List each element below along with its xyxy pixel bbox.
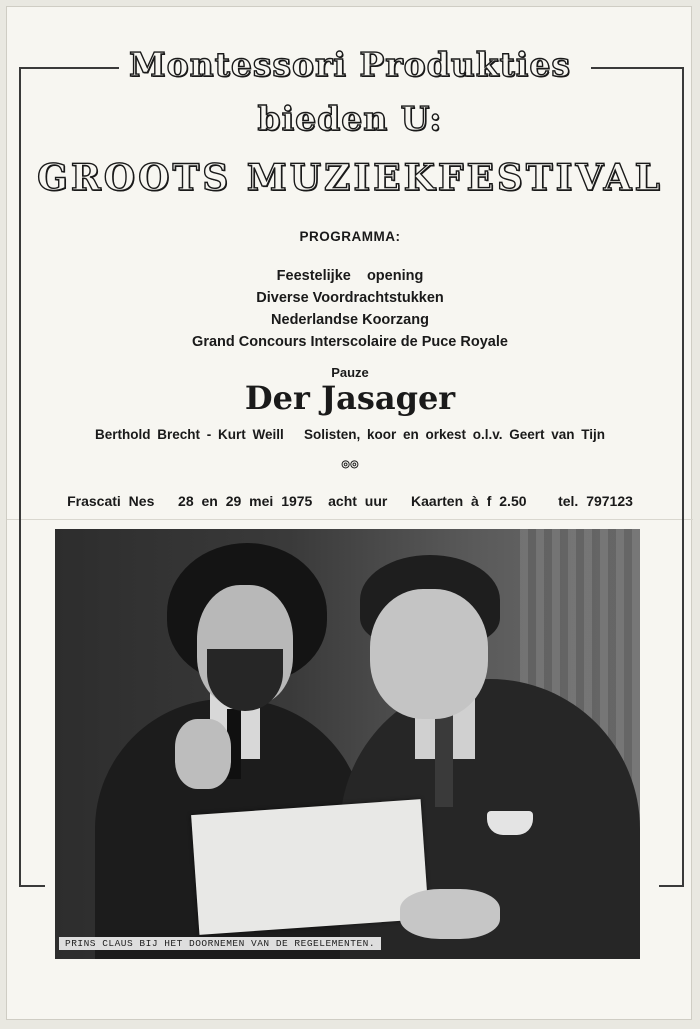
photo-caption: PRINS CLAUS BIJ HET DOORNEMEN VAN DE REGELEMENTEN. <box>59 937 381 950</box>
fold-line <box>7 519 693 520</box>
right-man-face <box>370 589 488 719</box>
right-man-hand <box>400 889 500 939</box>
program-item: Nederlandse Koorzang <box>271 312 429 328</box>
pocket-square <box>487 811 533 835</box>
border-line-bottom-right <box>659 885 684 887</box>
photograph <box>55 529 640 959</box>
header-line-1: Montessori Produkties <box>129 45 571 84</box>
pause-label: Pauze <box>331 365 369 380</box>
border-line-bottom-left <box>19 885 45 887</box>
right-man-tie <box>435 707 453 807</box>
poster-sheet <box>6 6 692 1020</box>
left-man-hand <box>175 719 231 789</box>
credits-line: Berthold Brecht - Kurt Weill Solisten, koor en orkest o.l.v. Geert van Tijn <box>94 427 606 442</box>
program-label: PROGRAMMA: <box>299 229 401 244</box>
header-line-2: bieden U: <box>257 99 443 138</box>
festival-title: GROOTS MUZIEKFESTIVAL <box>37 157 663 199</box>
ornament-glyph: ◎◎ <box>341 459 359 470</box>
paper-document <box>191 799 429 935</box>
venue-details: Frascati Nes 28 en 29 mei 1975 acht uur Kaarten à f 2.50 tel. 797123 <box>67 493 633 509</box>
program-item: Diverse Voordrachtstukken <box>256 290 444 306</box>
program-list <box>7 265 693 353</box>
program-item: Grand Concours Interscolaire de Puce Royale <box>192 334 508 350</box>
feature-title: Der Jasager <box>244 379 456 417</box>
program-item: Feestelijke opening <box>276 268 424 284</box>
